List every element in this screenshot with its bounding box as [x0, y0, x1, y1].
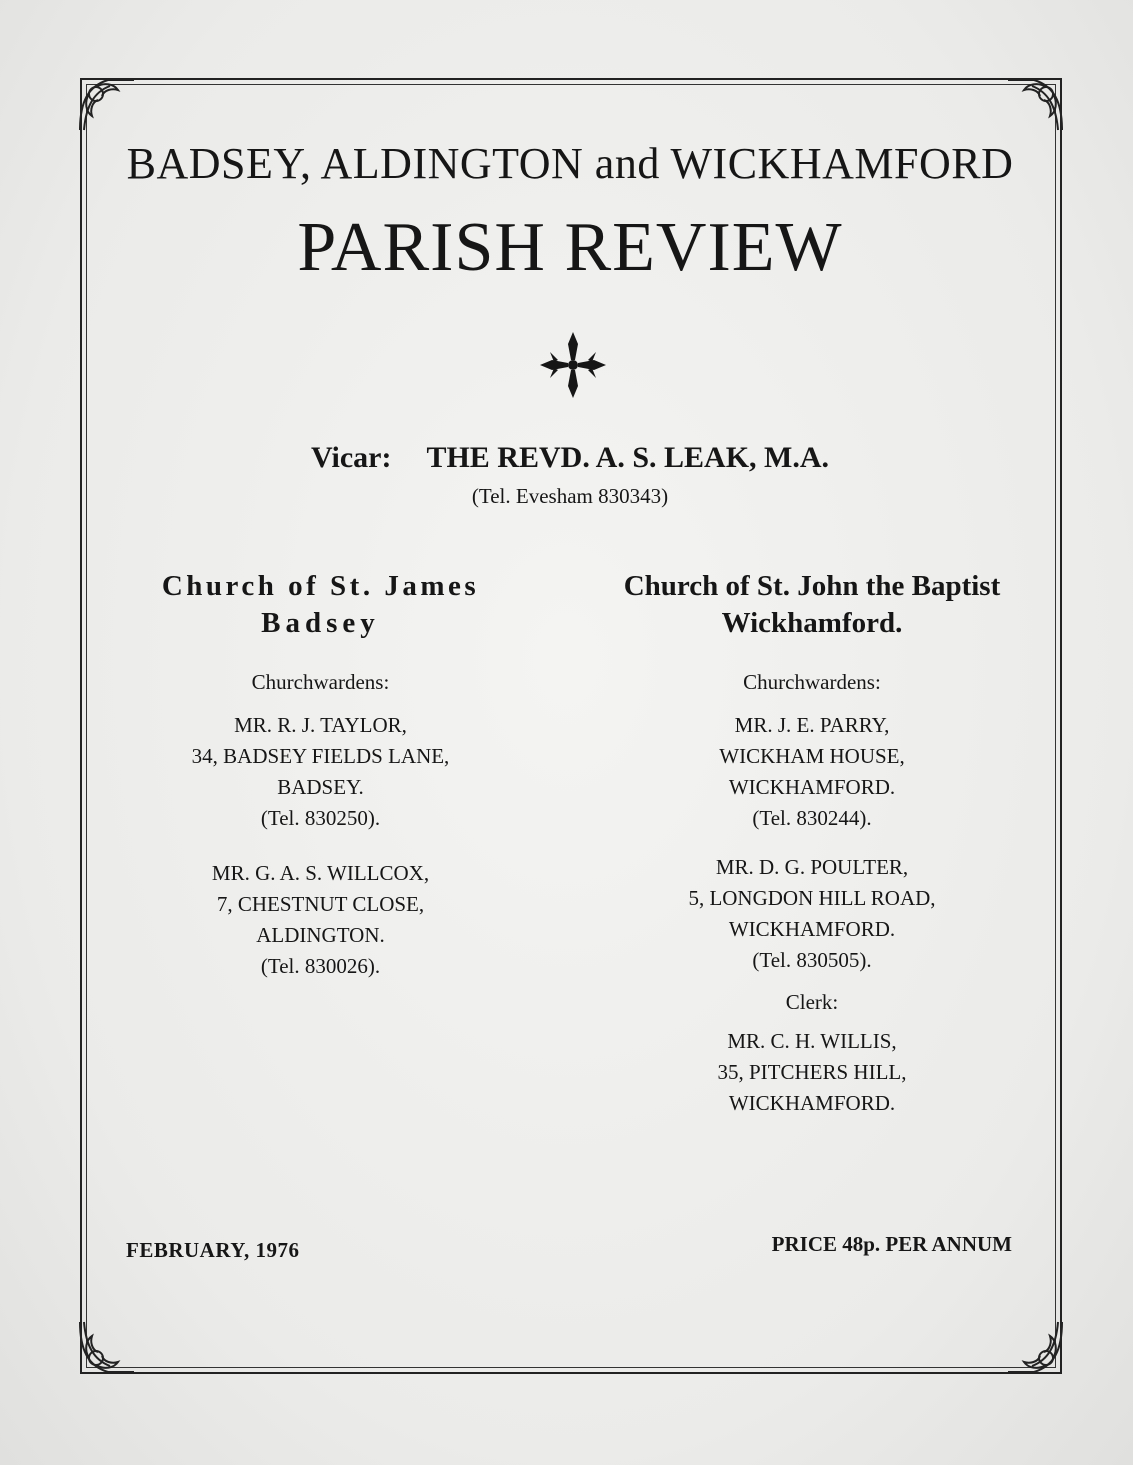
warden-telephone: (Tel. 830244). — [752, 806, 872, 830]
church-place: Wickhamford. — [721, 607, 903, 639]
clerk-address-line: 35, PITCHERS HILL, — [717, 1060, 907, 1084]
vicar-label: Vicar: — [310, 441, 392, 474]
warden-address-line: 7, CHESTNUT CLOSE, — [216, 892, 425, 916]
warden-name: MR. D. G. POULTER, — [715, 855, 909, 879]
clerk-address-line: WICKHAMFORD. — [728, 1091, 896, 1115]
warden-address-line: WICKHAMFORD. — [728, 917, 896, 941]
church-name: Church of St. James — [161, 570, 480, 602]
ornament-corner-icon — [74, 1318, 136, 1380]
clerk-address-block — [596, 1026, 1028, 1119]
vicar-line — [200, 438, 940, 478]
subscription-price: PRICE 48p. PER ANNUM — [771, 1232, 1012, 1256]
church-place: Badsey — [261, 607, 380, 639]
church-name: Church of St. John the Baptist — [623, 570, 1001, 602]
vicar-name: THE REVD. A. S. LEAK, M.A. — [426, 441, 830, 474]
warden-address-line: WICKHAM HOUSE, — [719, 744, 905, 768]
ornament-corner-icon — [1006, 72, 1068, 134]
right-church-column — [596, 568, 1028, 1119]
page-title: PARISH REVIEW — [297, 209, 843, 286]
clerk-name: MR. C. H. WILLIS, — [727, 1029, 897, 1053]
warden-address-block — [108, 858, 533, 982]
warden-telephone: (Tel. 830505). — [752, 948, 872, 972]
warden-address-line: WICKHAMFORD. — [728, 775, 896, 799]
cross-icon — [538, 330, 608, 400]
left-church-column — [108, 568, 533, 982]
issue-date: FEBRUARY, 1976 — [126, 1238, 300, 1262]
clerk-label: Clerk: — [785, 990, 839, 1014]
churchwardens-label: Churchwardens: — [251, 670, 390, 694]
ornament-corner-icon — [1006, 1318, 1068, 1380]
warden-name: MR. G. A. S. WILLCOX, — [211, 861, 430, 885]
warden-address-line: BADSEY. — [277, 775, 364, 799]
warden-address-line: 34, BADSEY FIELDS LANE, — [191, 744, 450, 768]
masthead: BADSEY, ALDINGTON and WICKHAMFORD — [126, 139, 1014, 188]
ornament-corner-icon — [74, 72, 136, 134]
vicar-telephone: (Tel. Evesham 830343) — [471, 484, 669, 508]
warden-address-line: ALDINGTON. — [256, 923, 385, 947]
warden-telephone: (Tel. 830250). — [260, 806, 381, 830]
warden-name: MR. R. J. TAYLOR, — [234, 713, 407, 737]
warden-address-block — [596, 852, 1028, 976]
warden-address-block — [108, 710, 533, 834]
warden-address-block — [596, 710, 1028, 834]
warden-address-line: 5, LONGDON HILL ROAD, — [688, 886, 936, 910]
warden-telephone: (Tel. 830026). — [260, 954, 381, 978]
churchwardens-label: Churchwardens: — [743, 670, 881, 694]
warden-name: MR. J. E. PARRY, — [734, 713, 890, 737]
